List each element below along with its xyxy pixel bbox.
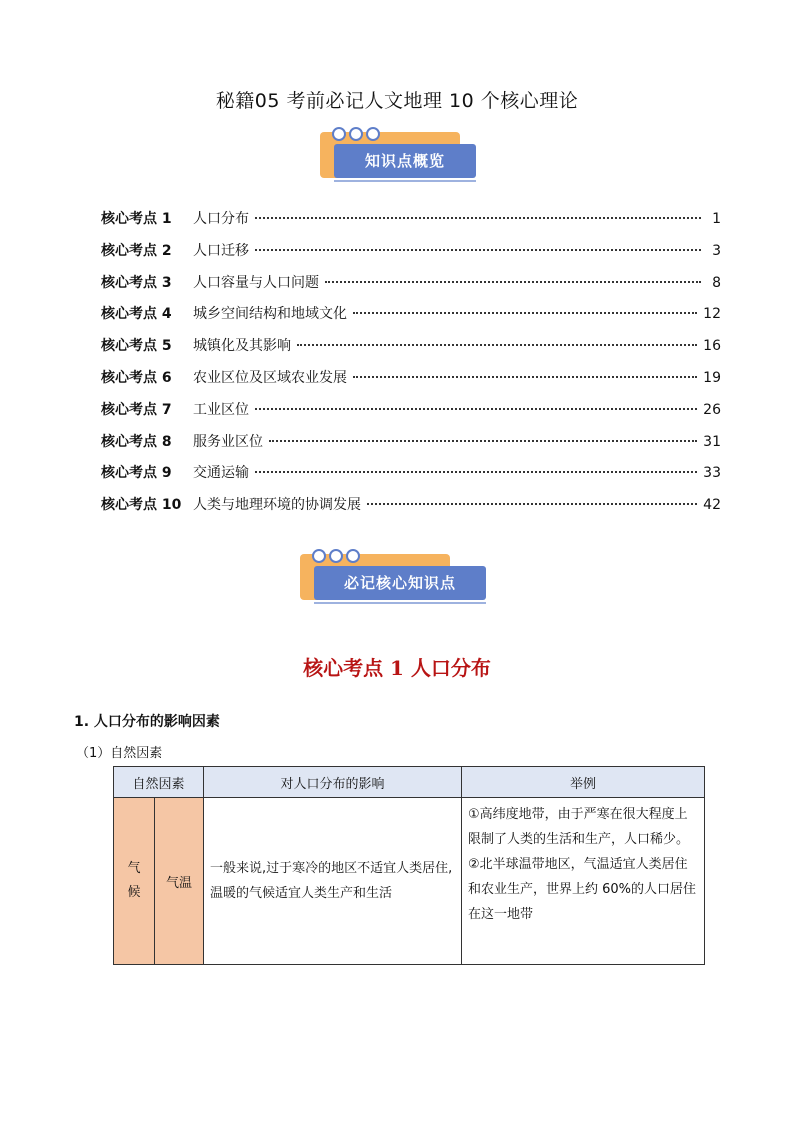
toc-entry-number: 核心考点 9 bbox=[101, 465, 172, 482]
toc-entry-page: 16 bbox=[703, 338, 721, 355]
toc-entry-page: 12 bbox=[703, 306, 721, 323]
natural-factors-table bbox=[113, 766, 705, 965]
toc-entry-page: 8 bbox=[712, 274, 721, 291]
toc-entry[interactable] bbox=[101, 303, 721, 335]
toc-entry-page: 26 bbox=[703, 401, 721, 418]
toc-leader-dots bbox=[297, 344, 697, 346]
toc-entry-page: 19 bbox=[703, 369, 721, 386]
toc-entry-page: 42 bbox=[703, 497, 721, 514]
toc-entry[interactable] bbox=[101, 367, 721, 399]
binder-rings-icon bbox=[332, 126, 383, 145]
factor-group-cell bbox=[114, 798, 155, 965]
toc-entry-title: 城镇化及其影响 bbox=[193, 338, 291, 355]
toc-entry-title: 交通运输 bbox=[193, 465, 249, 482]
toc-entry-title: 工业区位 bbox=[193, 401, 249, 418]
heading-1: 1. 人口分布的影响因素 bbox=[74, 714, 220, 730]
toc-leader-dots bbox=[325, 281, 701, 283]
toc-entry[interactable] bbox=[101, 335, 721, 367]
toc-entry[interactable] bbox=[101, 272, 721, 304]
toc-entry[interactable] bbox=[101, 462, 721, 494]
toc-entry-number: 核心考点 3 bbox=[101, 274, 172, 291]
toc-entry-page: 1 bbox=[712, 211, 721, 227]
overview-badge bbox=[320, 126, 480, 186]
toc-leader-dots bbox=[269, 440, 697, 442]
header-example: 举例 bbox=[462, 767, 705, 798]
page-title: 秘籍05 考前必记人文地理 10 个核心理论 bbox=[215, 90, 579, 112]
toc-entry-title: 人口容量与人口问题 bbox=[193, 274, 319, 291]
toc-leader-dots bbox=[255, 408, 697, 410]
factor-cell: 气温 bbox=[155, 798, 204, 965]
toc-entry-title: 人类与地理环境的协调发展 bbox=[193, 497, 361, 514]
factor-group-char: 气 bbox=[127, 861, 141, 876]
toc-entry-title: 人口分布 bbox=[193, 211, 249, 227]
toc-leader-dots bbox=[367, 503, 697, 505]
core-badge bbox=[300, 548, 470, 612]
table-row bbox=[114, 798, 705, 965]
toc-entry-number: 核心考点 5 bbox=[101, 338, 172, 355]
toc-entry-number: 核心考点 6 bbox=[101, 369, 172, 386]
toc-entry-title: 农业区位及区域农业发展 bbox=[193, 369, 347, 386]
toc-entry[interactable] bbox=[101, 494, 721, 526]
toc-entry-page: 3 bbox=[712, 242, 721, 259]
toc-entry-title: 服务业区位 bbox=[193, 433, 263, 450]
example-item: ①高纬度地带，由于严寒在很大程度上限制了人类的生活和生产，人口稀少。 bbox=[468, 807, 690, 847]
header-effect: 对人口分布的影响 bbox=[204, 767, 462, 798]
example-item: ②北半球温带地区，气温适宜人类居住和农业生产，世界上约 60%的人口居住在这一地带 bbox=[468, 857, 697, 922]
toc-entry[interactable] bbox=[101, 240, 721, 272]
table-of-contents bbox=[101, 208, 721, 526]
toc-leader-dots bbox=[353, 312, 697, 314]
toc-entry[interactable] bbox=[101, 208, 721, 240]
toc-entry[interactable] bbox=[101, 399, 721, 431]
toc-entry-number: 核心考点 4 bbox=[101, 306, 172, 323]
factor-group-char: 候 bbox=[127, 885, 141, 900]
toc-entry-title: 人口迁移 bbox=[193, 242, 249, 259]
toc-leader-dots bbox=[255, 249, 701, 251]
binder-rings-icon bbox=[312, 548, 363, 567]
toc-entry-number: 核心考点 7 bbox=[101, 401, 172, 418]
example-cell bbox=[462, 798, 705, 965]
section-title: 核心考点 1 人口分布 bbox=[303, 656, 491, 680]
toc-entry[interactable] bbox=[101, 431, 721, 463]
toc-leader-dots bbox=[353, 376, 697, 378]
toc-entry-title: 城乡空间结构和地域文化 bbox=[193, 306, 347, 323]
heading-2: （1）自然因素 bbox=[76, 746, 163, 761]
toc-entry-number: 核心考点 1 bbox=[101, 211, 172, 227]
header-factor: 自然因素 bbox=[114, 767, 204, 798]
toc-entry-number: 核心考点 2 bbox=[101, 242, 172, 259]
toc-entry-page: 31 bbox=[703, 433, 721, 450]
toc-entry-number: 核心考点 10 bbox=[101, 497, 182, 514]
overview-badge-label: 知识点概览 bbox=[334, 144, 476, 178]
core-badge-label: 必记核心知识点 bbox=[314, 566, 486, 600]
toc-leader-dots bbox=[255, 217, 701, 219]
toc-entry-number: 核心考点 8 bbox=[101, 433, 172, 450]
effect-cell: 一般来说,过于寒冷的地区不适宜人类居住,温暖的气候适宜人类生产和生活 bbox=[204, 798, 462, 965]
table-header-row bbox=[114, 767, 705, 798]
toc-leader-dots bbox=[255, 471, 697, 473]
toc-entry-page: 33 bbox=[703, 465, 721, 482]
